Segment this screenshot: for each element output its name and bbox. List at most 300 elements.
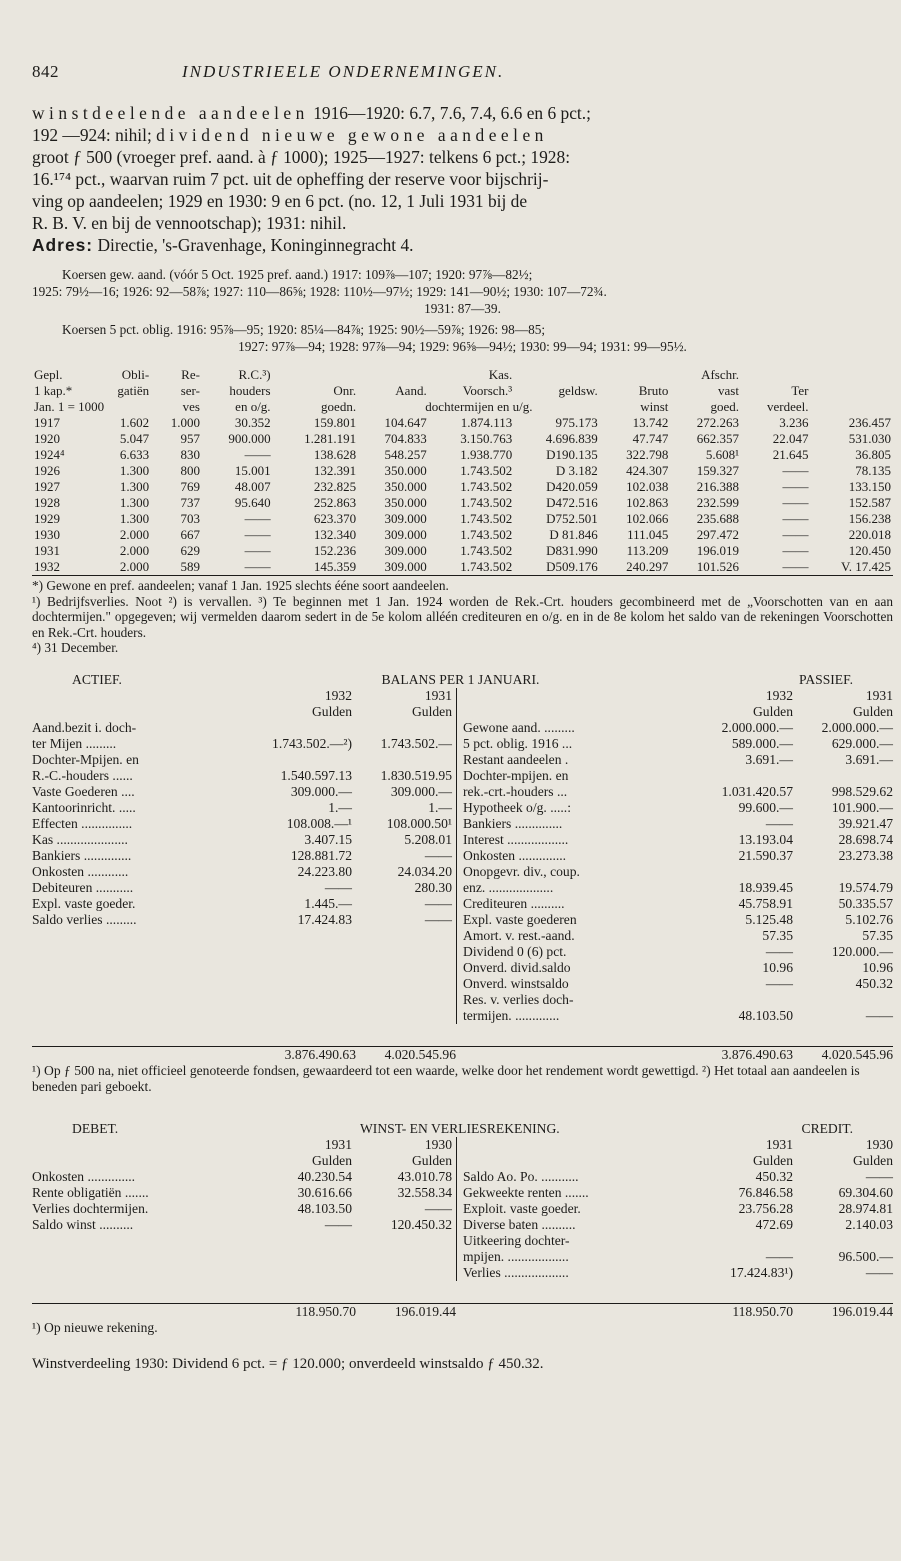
actief-row-amount: 1.—	[328, 799, 352, 815]
intro-line: ving op aandeelen; 1929 en 1930: 9 en 6 pct. (no. 12, 1 Juli 1931 bij de	[32, 191, 528, 211]
koersen-block	[32, 266, 893, 355]
address	[32, 234, 893, 256]
passief-row-amount: 120.000.—	[831, 943, 893, 959]
history-row	[32, 527, 893, 543]
actief-row-amount: 309.000.—	[290, 783, 352, 799]
debet-row-amount: 32.558.34	[397, 1184, 452, 1200]
actief-row	[32, 736, 452, 752]
intro-line: 192 —924: nihil;	[32, 125, 157, 145]
history-cell: ——	[244, 511, 271, 526]
history-notes	[32, 578, 893, 656]
credit-row-amount: 96.500.—	[838, 1248, 893, 1264]
currency-row	[32, 1153, 452, 1169]
passief-row-amount: ——	[865, 1007, 893, 1023]
history-cell: 2.000	[119, 527, 150, 542]
history-cell: 1.300	[119, 495, 150, 510]
history-cell: 15.001	[234, 463, 271, 478]
credit-row-amount: 69.304.60	[838, 1184, 893, 1200]
passief-row-amount: 99.600.—	[738, 799, 793, 815]
history-cell: 152.587	[848, 495, 891, 510]
intro-line: R. B. V. en bij de vennootschap); 1931: nihil.	[32, 213, 347, 233]
history-cell: 800	[180, 463, 200, 478]
history-cell: 232.599	[696, 495, 739, 510]
history-cell: 5.608¹	[705, 447, 739, 462]
history-head-cell: ser-	[180, 383, 200, 398]
actief-row-amount: 5.208.01	[404, 831, 452, 847]
history-cell: 102.066	[626, 511, 669, 526]
actief-row-amount: ——	[424, 911, 452, 927]
debet-row	[32, 1201, 452, 1217]
page	[32, 0, 893, 1373]
passief-row-amount: 5.125.48	[745, 911, 793, 927]
passief-row	[463, 880, 893, 896]
actief-row-amount: 3.407.15	[304, 831, 352, 847]
passief-row-label: Amort. v. rest.-aand.	[463, 927, 575, 943]
history-cell: 133.150	[848, 479, 891, 494]
passief-row-amount: 3.691.—	[745, 751, 793, 767]
history-cell: D752.501	[546, 511, 598, 526]
passief-row-amount: 2.000.000.—	[821, 719, 893, 735]
credit-row	[463, 1201, 893, 1217]
passief-row-amount: 1.031.420.57	[721, 783, 793, 799]
history-cell: 102.863	[626, 495, 669, 510]
passief-row-label: Expl. vaste goederen	[463, 911, 577, 927]
credit-row	[463, 1249, 893, 1265]
history-cell: 309.000	[384, 543, 427, 558]
history-cell: 957	[180, 431, 200, 446]
actief-row	[32, 864, 452, 880]
credit-row-label: Saldo Ao. Po. ...........	[463, 1168, 579, 1184]
passief-row	[463, 896, 893, 912]
history-cell: 629	[180, 543, 200, 558]
passief-row-amount: 10.96	[862, 959, 893, 975]
actief-row-label: Bankiers ..............	[32, 847, 132, 863]
history-cell: D 81.846	[549, 527, 598, 542]
passief-row-amount: 57.35	[762, 927, 793, 943]
wv-footnote: ¹) Op nieuwe rekening.	[32, 1319, 158, 1335]
history-cell: 47.747	[632, 431, 669, 446]
history-cell: 36.805	[855, 447, 891, 462]
actief-row-amount: ——	[424, 895, 452, 911]
actief-row-amount: 108.008.—¹	[286, 815, 352, 831]
credit-row-label: Verlies ...................	[463, 1264, 569, 1280]
history-cell: D 3.182	[555, 463, 598, 478]
history-row	[32, 479, 893, 495]
winstverdeeling: Winstverdeeling 1930: Dividend 6 pct. = ƒ 120.000; onverdeeld winstsaldo ƒ 450.32.	[32, 1355, 544, 1372]
credit-row-label: Exploit. vaste goeder.	[463, 1200, 581, 1216]
history-cell: 113.209	[626, 543, 669, 558]
year: 1931	[324, 1136, 352, 1152]
history-head-cell: verdeel.	[766, 399, 809, 414]
history-cell: 236.457	[848, 415, 891, 430]
passief-row	[463, 864, 893, 880]
passief-heading: PASSIEF.	[799, 671, 853, 687]
history-cell: 232.825	[313, 479, 357, 494]
debet-column	[32, 1137, 457, 1281]
currency: Gulden	[411, 703, 452, 719]
history-year: 1932	[32, 559, 97, 576]
history-cell: 252.863	[313, 495, 357, 510]
credit-row-amount: 23.756.28	[738, 1200, 793, 1216]
passief-row-label: Onverd. winstsaldo	[463, 975, 569, 991]
history-head-cell	[741, 367, 811, 383]
history-cell: 3.236	[779, 415, 809, 430]
passief-row-amount: 48.103.50	[738, 1007, 793, 1023]
actief-row-amount: 1.743.502.—	[380, 735, 452, 751]
address-text: Directie, 's-Gravenhage, Koninginnegracht 4.	[93, 235, 414, 255]
credit-row-label: Diverse baten ..........	[463, 1216, 576, 1232]
credit-row	[463, 1217, 893, 1233]
currency: Gulden	[752, 703, 793, 719]
history-cell: ——	[244, 543, 271, 558]
credit-row-amount: ——	[865, 1264, 893, 1280]
passief-row	[463, 816, 893, 832]
history-cell: 145.359	[273, 559, 359, 576]
history-cell: 235.688	[696, 511, 739, 526]
credit-row-amount: 450.32	[755, 1168, 793, 1184]
currency: Gulden	[752, 1152, 793, 1168]
actief-row-label: Debiteuren ...........	[32, 879, 134, 895]
history-year: 1928	[34, 495, 60, 510]
history-head-cell: 1 kap.*	[34, 383, 73, 398]
currency-row	[463, 704, 893, 720]
passief-row-amount: 2.000.000.—	[721, 719, 793, 735]
history-cell: 272.263	[696, 415, 739, 430]
actief-row-amount: 309.000.—	[390, 783, 452, 799]
passief-row-amount: 13.193.04	[738, 831, 793, 847]
history-cell: 152.236	[313, 543, 357, 558]
history-head-cell: Obli-	[121, 367, 150, 382]
history-cell: ——	[741, 559, 811, 576]
passief-row-amount: 5.102.76	[845, 911, 893, 927]
intro-paragraph	[32, 102, 893, 256]
history-cell: 78.135	[855, 463, 891, 478]
history-cell: V. 17.425	[810, 559, 893, 576]
credit-row-label: Uitkeering dochter-	[463, 1232, 570, 1248]
history-cell: 1.743.502	[460, 511, 513, 526]
passief-row-amount: 57.35	[862, 927, 893, 943]
passief-row-amount: ——	[765, 943, 793, 959]
passief-row-label: Dividend 0 (6) pct.	[463, 943, 567, 959]
balance-title: BALANS PER 1 JANUARI.	[381, 671, 540, 687]
actief-row	[32, 880, 452, 896]
history-cell: 1.602	[119, 415, 150, 430]
history-head-cell: geldsw.	[558, 383, 598, 398]
year-row	[463, 1137, 893, 1153]
history-cell: 120.450	[848, 543, 891, 558]
koersen-line: 1931: 87—39.	[424, 301, 501, 316]
actief-row-label: Aand.bezit i. doch-	[32, 719, 137, 735]
history-year: 1920	[34, 431, 60, 446]
year: 1931	[765, 1136, 793, 1152]
actief-row-label: Saldo verlies .........	[32, 911, 137, 927]
history-cell: 350.000	[384, 463, 427, 478]
wv-columns	[32, 1137, 893, 1281]
passief-row-label: Res. v. verlies doch-	[463, 991, 574, 1007]
passief-row	[463, 768, 893, 784]
credit-row	[463, 1185, 893, 1201]
wv-heading	[32, 1121, 893, 1137]
balance-heading	[32, 672, 893, 688]
history-cell: 2.000	[119, 543, 150, 558]
year: 1930	[865, 1136, 893, 1152]
total: 196.019.44	[394, 1303, 456, 1319]
history-cell: 322.798	[626, 447, 669, 462]
year-row	[32, 1137, 452, 1153]
debet-row	[32, 1185, 452, 1201]
history-year: 1931	[34, 543, 60, 558]
balance-totals	[32, 1046, 893, 1063]
intro-line: groot ƒ 500 (vroeger pref. aand. à ƒ 1000); 1925—1927: telkens 6 pct.; 1928:	[32, 147, 571, 167]
history-cell: 1.743.502	[460, 495, 513, 510]
debet-row	[32, 1217, 452, 1233]
debet-row-amount: ——	[424, 1200, 452, 1216]
history-cell: 737	[180, 495, 200, 510]
history-head-cell: en o/g.	[235, 399, 271, 414]
passief-row	[463, 752, 893, 768]
history-head-cell: houders	[229, 383, 271, 398]
history-head-cell: R.C.³)	[238, 367, 271, 382]
debet-row-amount: 30.616.66	[297, 1184, 352, 1200]
history-cell: 900.000	[228, 431, 271, 446]
history-year: 1927	[34, 479, 60, 494]
actief-row	[32, 832, 452, 848]
intro-line: 1916—1920: 6.7, 7.6, 7.4, 6.6 en 6 pct.;	[308, 103, 591, 123]
history-cell: ——	[782, 495, 809, 510]
history-cell: 703	[180, 511, 200, 526]
passief-row	[463, 944, 893, 960]
year-row	[32, 688, 452, 704]
history-head-cell: Re-	[181, 367, 200, 382]
history-head-row	[32, 383, 893, 399]
history-head-cell	[273, 367, 359, 383]
actief-row-amount: 280.30	[414, 879, 452, 895]
history-cell: 1.743.502	[460, 463, 513, 478]
history-head-cell: winst	[640, 399, 669, 414]
history-cell: 309.000	[384, 511, 427, 526]
debet-row-amount: 40.230.54	[297, 1168, 352, 1184]
history-cell: 297.472	[696, 527, 739, 542]
credit-row-label: Gekweekte renten .......	[463, 1184, 589, 1200]
actief-row-amount: 1.445.—	[304, 895, 352, 911]
passief-row-amount: 18.939.45	[738, 879, 793, 895]
history-cell: D509.176	[514, 559, 600, 576]
history-row	[32, 447, 893, 463]
actief-row	[32, 768, 452, 784]
history-head-cell: Aand.	[395, 383, 427, 398]
history-cell: 830	[180, 447, 200, 462]
history-cell: ——	[782, 511, 809, 526]
passief-row-label: Bankiers ..............	[463, 815, 563, 831]
credit-column	[457, 1137, 893, 1281]
history-head-cell	[600, 367, 671, 383]
history-cell: 30.352	[234, 415, 271, 430]
actief-row-amount: 108.000.50¹	[386, 815, 452, 831]
actief-row-amount: ——	[324, 879, 352, 895]
actief-row-amount: 24.223.80	[297, 863, 352, 879]
passief-row-label: Dochter-mpijen. en	[463, 767, 569, 783]
running-title: INDUSTRIEELE ONDERNEMINGEN.	[182, 62, 505, 81]
total: 196.019.44	[831, 1303, 893, 1319]
history-head-cell	[358, 367, 429, 383]
passief-row-label: Onkosten ..............	[463, 847, 567, 863]
history-cell: 101.526	[670, 559, 741, 576]
history-cell: 589	[151, 559, 202, 576]
history-head-cell: Onr.	[333, 383, 357, 398]
passief-row-amount: ——	[765, 815, 793, 831]
history-head-cell: Bruto	[638, 383, 669, 398]
debet-row-label: Saldo winst ..........	[32, 1216, 134, 1232]
passief-row	[463, 928, 893, 944]
balance-columns	[32, 688, 893, 1024]
actief-row-label: ter Mijen .........	[32, 735, 117, 751]
passief-row	[463, 1008, 893, 1024]
history-cell: 6.633	[119, 447, 150, 462]
passief-row-amount: 3.691.—	[845, 751, 893, 767]
credit-row	[463, 1169, 893, 1185]
history-cell: 220.018	[848, 527, 891, 542]
total: 3.876.490.63	[721, 1046, 793, 1062]
history-head-cell: Voorsch.³	[462, 383, 513, 398]
year: 1931	[865, 687, 893, 703]
koersen-line: Koersen gew. aand. (vóór 5 Oct. 1925 pref. aand.) 1917: 109⅞—107; 1920: 97⅞—82½;	[62, 267, 533, 282]
passief-row-label: enz. ...................	[463, 879, 554, 895]
total: 3.876.490.63	[284, 1046, 356, 1062]
passief-row-amount: 101.900.—	[831, 799, 893, 815]
year-row	[463, 688, 893, 704]
history-cell: 623.370	[313, 511, 357, 526]
debet-row-label: Rente obligatiën .......	[32, 1184, 149, 1200]
credit-row	[463, 1265, 893, 1281]
history-cell: 662.357	[696, 431, 739, 446]
history-cell: 769	[180, 479, 200, 494]
history-head-cell: dochtermijen en u/g.	[425, 399, 533, 414]
history-cell: 3.150.763	[460, 431, 513, 446]
history-row	[32, 543, 893, 559]
history-cell: 22.047	[772, 431, 809, 446]
history-cell: ——	[202, 559, 273, 576]
history-cell: 1.938.770	[460, 447, 513, 462]
actief-rows	[32, 720, 452, 928]
history-head-cell: Jan. 1 = 1000	[34, 399, 105, 414]
actief-row	[32, 752, 452, 768]
history-head-cell: goed.	[710, 399, 739, 414]
passief-row-amount: ——	[765, 975, 793, 991]
currency: Gulden	[411, 1152, 452, 1168]
actief-row-label: Dochter-Mpijen. en	[32, 751, 139, 767]
credit-row	[463, 1233, 893, 1249]
passief-row-amount: 21.590.37	[738, 847, 793, 863]
credit-row-label: mpijen. ..................	[463, 1248, 569, 1264]
koersen-line: Koersen 5 pct. oblig. 1916: 95⅞—95; 1920: 85¼—84⅞; 1925: 90½—59⅞; 1926: 98—85;	[62, 322, 546, 337]
history-cell: D420.059	[546, 479, 598, 494]
actief-row-amount: 1.830.519.95	[380, 767, 452, 783]
passief-row-amount: 28.698.74	[838, 831, 893, 847]
history-cell: 531.030	[848, 431, 891, 446]
actief-row-amount: 24.034.20	[397, 863, 452, 879]
passief-row-label: Gewone aand. .........	[463, 719, 575, 735]
passief-rows	[463, 720, 893, 1024]
koersen-line: 1927: 97⅞—94; 1928: 97⅞—94; 1929: 96⅝—94½; 1930: 99—94; 1931: 99—95½.	[238, 339, 687, 354]
actief-row-amount: ——	[424, 847, 452, 863]
history-cell: 1.300	[119, 479, 150, 494]
debet-rows	[32, 1169, 452, 1233]
credit-row-amount: 2.140.03	[845, 1216, 893, 1232]
intro-spaced: dividend nieuwe gewone aandeelen	[156, 125, 548, 145]
history-cell: 159.801	[313, 415, 357, 430]
passief-row	[463, 784, 893, 800]
history-head-cell	[514, 367, 600, 383]
history-head-cell: ves	[182, 399, 200, 414]
year: 1931	[424, 687, 452, 703]
debet-row-amount: 48.103.50	[297, 1200, 352, 1216]
history-cell: 424.307	[626, 463, 669, 478]
passief-row-label: Onopgevr. div., coup.	[463, 863, 580, 879]
passief-row	[463, 848, 893, 864]
history-body	[32, 415, 893, 576]
history-cell: 2.000	[97, 559, 152, 576]
passief-row-label: rek.-crt.-houders ...	[463, 783, 568, 799]
history-cell: 4.696.839	[545, 431, 598, 446]
actief-heading: ACTIEF.	[72, 671, 122, 687]
passief-row	[463, 976, 893, 992]
note: ⁴) 31 December.	[32, 640, 119, 655]
currency: Gulden	[852, 1152, 893, 1168]
actief-row-label: Onkosten ............	[32, 863, 129, 879]
actief-row-amount: 1.—	[428, 799, 452, 815]
history-year: 1926	[34, 463, 60, 478]
passief-row-amount: 23.273.38	[838, 847, 893, 863]
history-cell: 240.297	[600, 559, 671, 576]
history-cell: ——	[782, 463, 809, 478]
credit-row-amount: ——	[865, 1168, 893, 1184]
history-cell: 156.238	[848, 511, 891, 526]
actief-row-amount: 128.881.72	[290, 847, 352, 863]
debet-row-amount: ——	[324, 1216, 352, 1232]
actief-row	[32, 816, 452, 832]
note: *) Gewone en pref. aandeelen; vanaf 1 Jan. 1925 slechts ééne soort aandeelen.	[32, 578, 449, 593]
address-label: Adres:	[32, 235, 94, 255]
history-cell: ——	[782, 479, 809, 494]
credit-row-amount: 76.846.58	[738, 1184, 793, 1200]
history-head-cell: Afschr.	[701, 367, 739, 382]
passief-row-amount: 39.921.47	[838, 815, 893, 831]
passief-row-label: Interest ..................	[463, 831, 569, 847]
intro-spaced: winstdeelende aandeelen	[32, 103, 309, 123]
debet-row-label: Onkosten ..............	[32, 1168, 136, 1184]
history-row	[32, 511, 893, 527]
passief-row-amount: 50.335.57	[838, 895, 893, 911]
passief-row	[463, 992, 893, 1008]
history-cell: 350.000	[384, 495, 427, 510]
year: 1930	[424, 1136, 452, 1152]
passief-row-amount: 998.529.62	[831, 783, 893, 799]
history-row	[32, 415, 893, 431]
history-cell: 704.833	[384, 431, 427, 446]
actief-row	[32, 848, 452, 864]
history-cell: 21.645	[772, 447, 809, 462]
history-cell: 1.743.502	[460, 527, 513, 542]
passief-row-amount: 10.96	[762, 959, 793, 975]
passief-column	[457, 688, 893, 1024]
passief-row	[463, 800, 893, 816]
history-cell: ——	[782, 527, 809, 542]
history-row	[32, 559, 893, 576]
history-cell: 132.340	[313, 527, 357, 542]
history-cell: 216.388	[696, 479, 739, 494]
history-cell: ——	[244, 527, 271, 542]
history-cell: 48.007	[234, 479, 271, 494]
